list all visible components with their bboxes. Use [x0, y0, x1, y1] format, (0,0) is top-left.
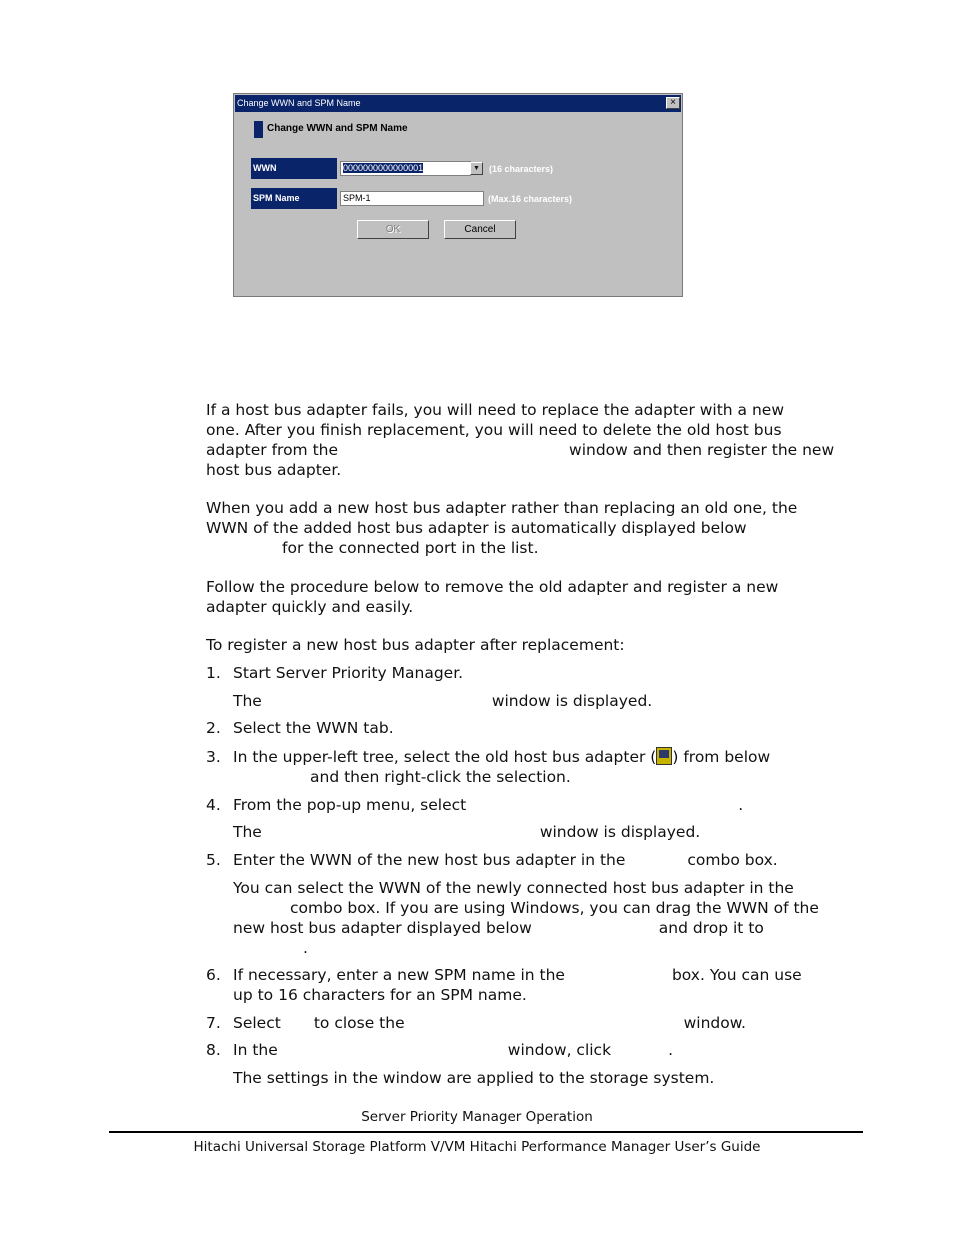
procedure-intro: To register a new host bus adapter after replacement: — [206, 636, 625, 654]
step-5-detail: You can select the WWN of the newly connected host bus adapter in the combo box. If you are using Windows, you can drag the WWN of the new host bus adapter displayed below and drop it to . — [233, 879, 819, 957]
step-7: 7. Select to close the window. — [206, 1014, 746, 1032]
step-3: 3. In the upper-left tree, select the old host bus adapter ( ) from below and then right-click the selection. — [206, 748, 771, 786]
spm-name-label: SPM Name — [251, 188, 337, 209]
spm-name-input[interactable]: SPM-1 — [340, 191, 484, 206]
step-5: 5. Enter the WWN of the new host bus adapter in the combo box. — [206, 851, 778, 869]
ok-button[interactable]: OK — [357, 220, 429, 239]
step-1: 1. Start Server Priority Manager. — [206, 664, 464, 682]
step-4-result: The window is displayed. — [233, 823, 701, 841]
footer-section: Server Priority Manager Operation — [361, 1109, 593, 1125]
dialog-title: Change WWN and SPM Name — [237, 98, 361, 108]
spm-name-hint: (Max.16 characters) — [488, 194, 573, 204]
step-1-result: The window is displayed. — [233, 692, 653, 710]
paragraph-replace: If a host bus adapter fails, you will need to replace the adapter with a new one. After you finish replacement, you will need to delete the old host bus adapter from the window and then register the new host bus adapter. — [206, 401, 835, 479]
paragraph-add: When you add a new host bus adapter rather than replacing an old one, the WWN of the added host bus adapter is automatically displayed below for the connected port in the list. — [206, 499, 798, 557]
close-icon[interactable]: × — [666, 97, 680, 109]
footer-guide-title: Hitachi Universal Storage Platform V/VM Hitachi Performance Manager User’s Guide — [193, 1139, 761, 1155]
step-2: 2. Select the WWN tab. — [206, 719, 394, 737]
wwn-hint: (16 characters) — [489, 164, 554, 174]
chevron-down-icon[interactable]: ▼ — [470, 162, 483, 175]
step-8: 8. In the window, click . — [206, 1041, 673, 1059]
step-8-result: The settings in the window are applied to the storage system. — [233, 1069, 715, 1087]
wwn-label: WWN — [251, 158, 337, 179]
dialog-title-bar — [235, 95, 681, 112]
dialog-heading: Change WWN and SPM Name — [267, 123, 408, 134]
host-bus-adapter-icon — [656, 747, 672, 765]
step-4: 4. From the pop-up menu, select . — [206, 796, 744, 814]
wwn-value: 0000000000000001 — [343, 163, 424, 173]
heading-marker — [254, 121, 263, 138]
paragraph-follow: Follow the procedure below to remove the old adapter and register a new adapter quickly and easily. — [206, 578, 779, 616]
step-6: 6. If necessary, enter a new SPM name in the box. You can use up to 16 characters for an SPM name. — [206, 966, 802, 1004]
cancel-button[interactable]: Cancel — [444, 220, 516, 239]
wwn-combo-box[interactable] — [340, 161, 471, 176]
change-wwn-dialog — [233, 93, 683, 297]
footer-divider — [109, 1131, 863, 1133]
